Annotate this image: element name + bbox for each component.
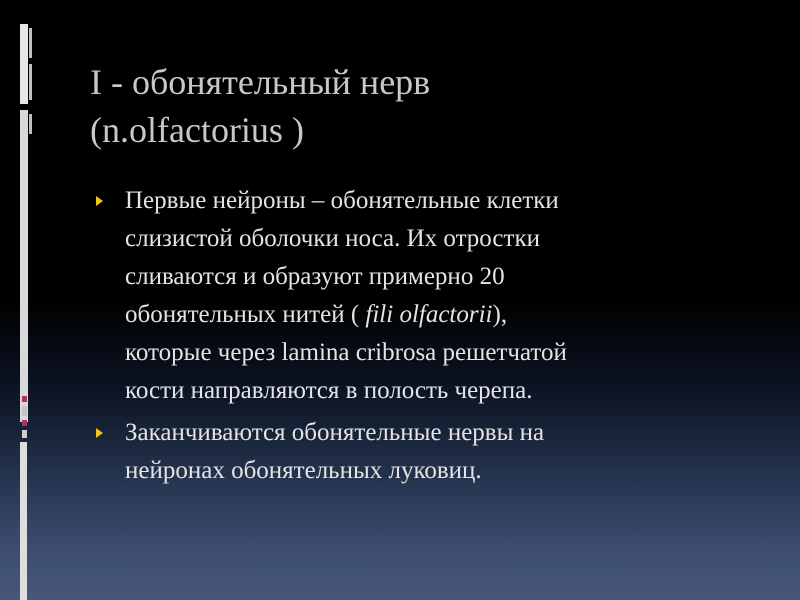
latin-term-italic: fili olfactorii <box>365 301 493 328</box>
stripe <box>29 28 32 58</box>
accent-mark <box>22 420 27 426</box>
text-line: нейронах обонятельных луковиц. <box>125 457 482 484</box>
stripe-mark <box>22 406 27 416</box>
decorative-stripes <box>20 24 32 600</box>
stripe <box>29 64 32 100</box>
text-segment: ), <box>492 301 508 328</box>
stripe <box>20 442 27 600</box>
text-line: кости направляются в полость черепа. <box>125 377 533 404</box>
text-line: сливаются и образуют примерно 20 <box>125 263 505 290</box>
bullet-arrow-icon <box>96 196 103 206</box>
text-line: которые через lamina cribrosa решетчатой <box>125 339 567 366</box>
stripe <box>20 24 28 104</box>
stripe <box>20 110 28 422</box>
text-line: слизистой оболочки носа. Их отростки <box>125 225 540 252</box>
bullet-item <box>96 182 756 410</box>
bullet-list <box>96 182 756 494</box>
text-segment: обонятельных нитей ( <box>125 301 366 328</box>
title-line: (n.olfactorius ) <box>90 110 304 150</box>
bullet-item <box>96 414 756 490</box>
stripe <box>29 114 32 134</box>
stripe-mark <box>22 430 27 438</box>
accent-mark <box>22 396 27 402</box>
bullet-arrow-icon <box>96 428 103 438</box>
text-line: Заканчиваются обонятельные нервы на <box>125 419 545 446</box>
text-line <box>125 296 756 334</box>
title-line: I - обонятельный нерв <box>90 62 431 102</box>
text-line: Первые нейроны – обонятельные клетки <box>125 187 559 214</box>
slide-title <box>90 58 770 154</box>
